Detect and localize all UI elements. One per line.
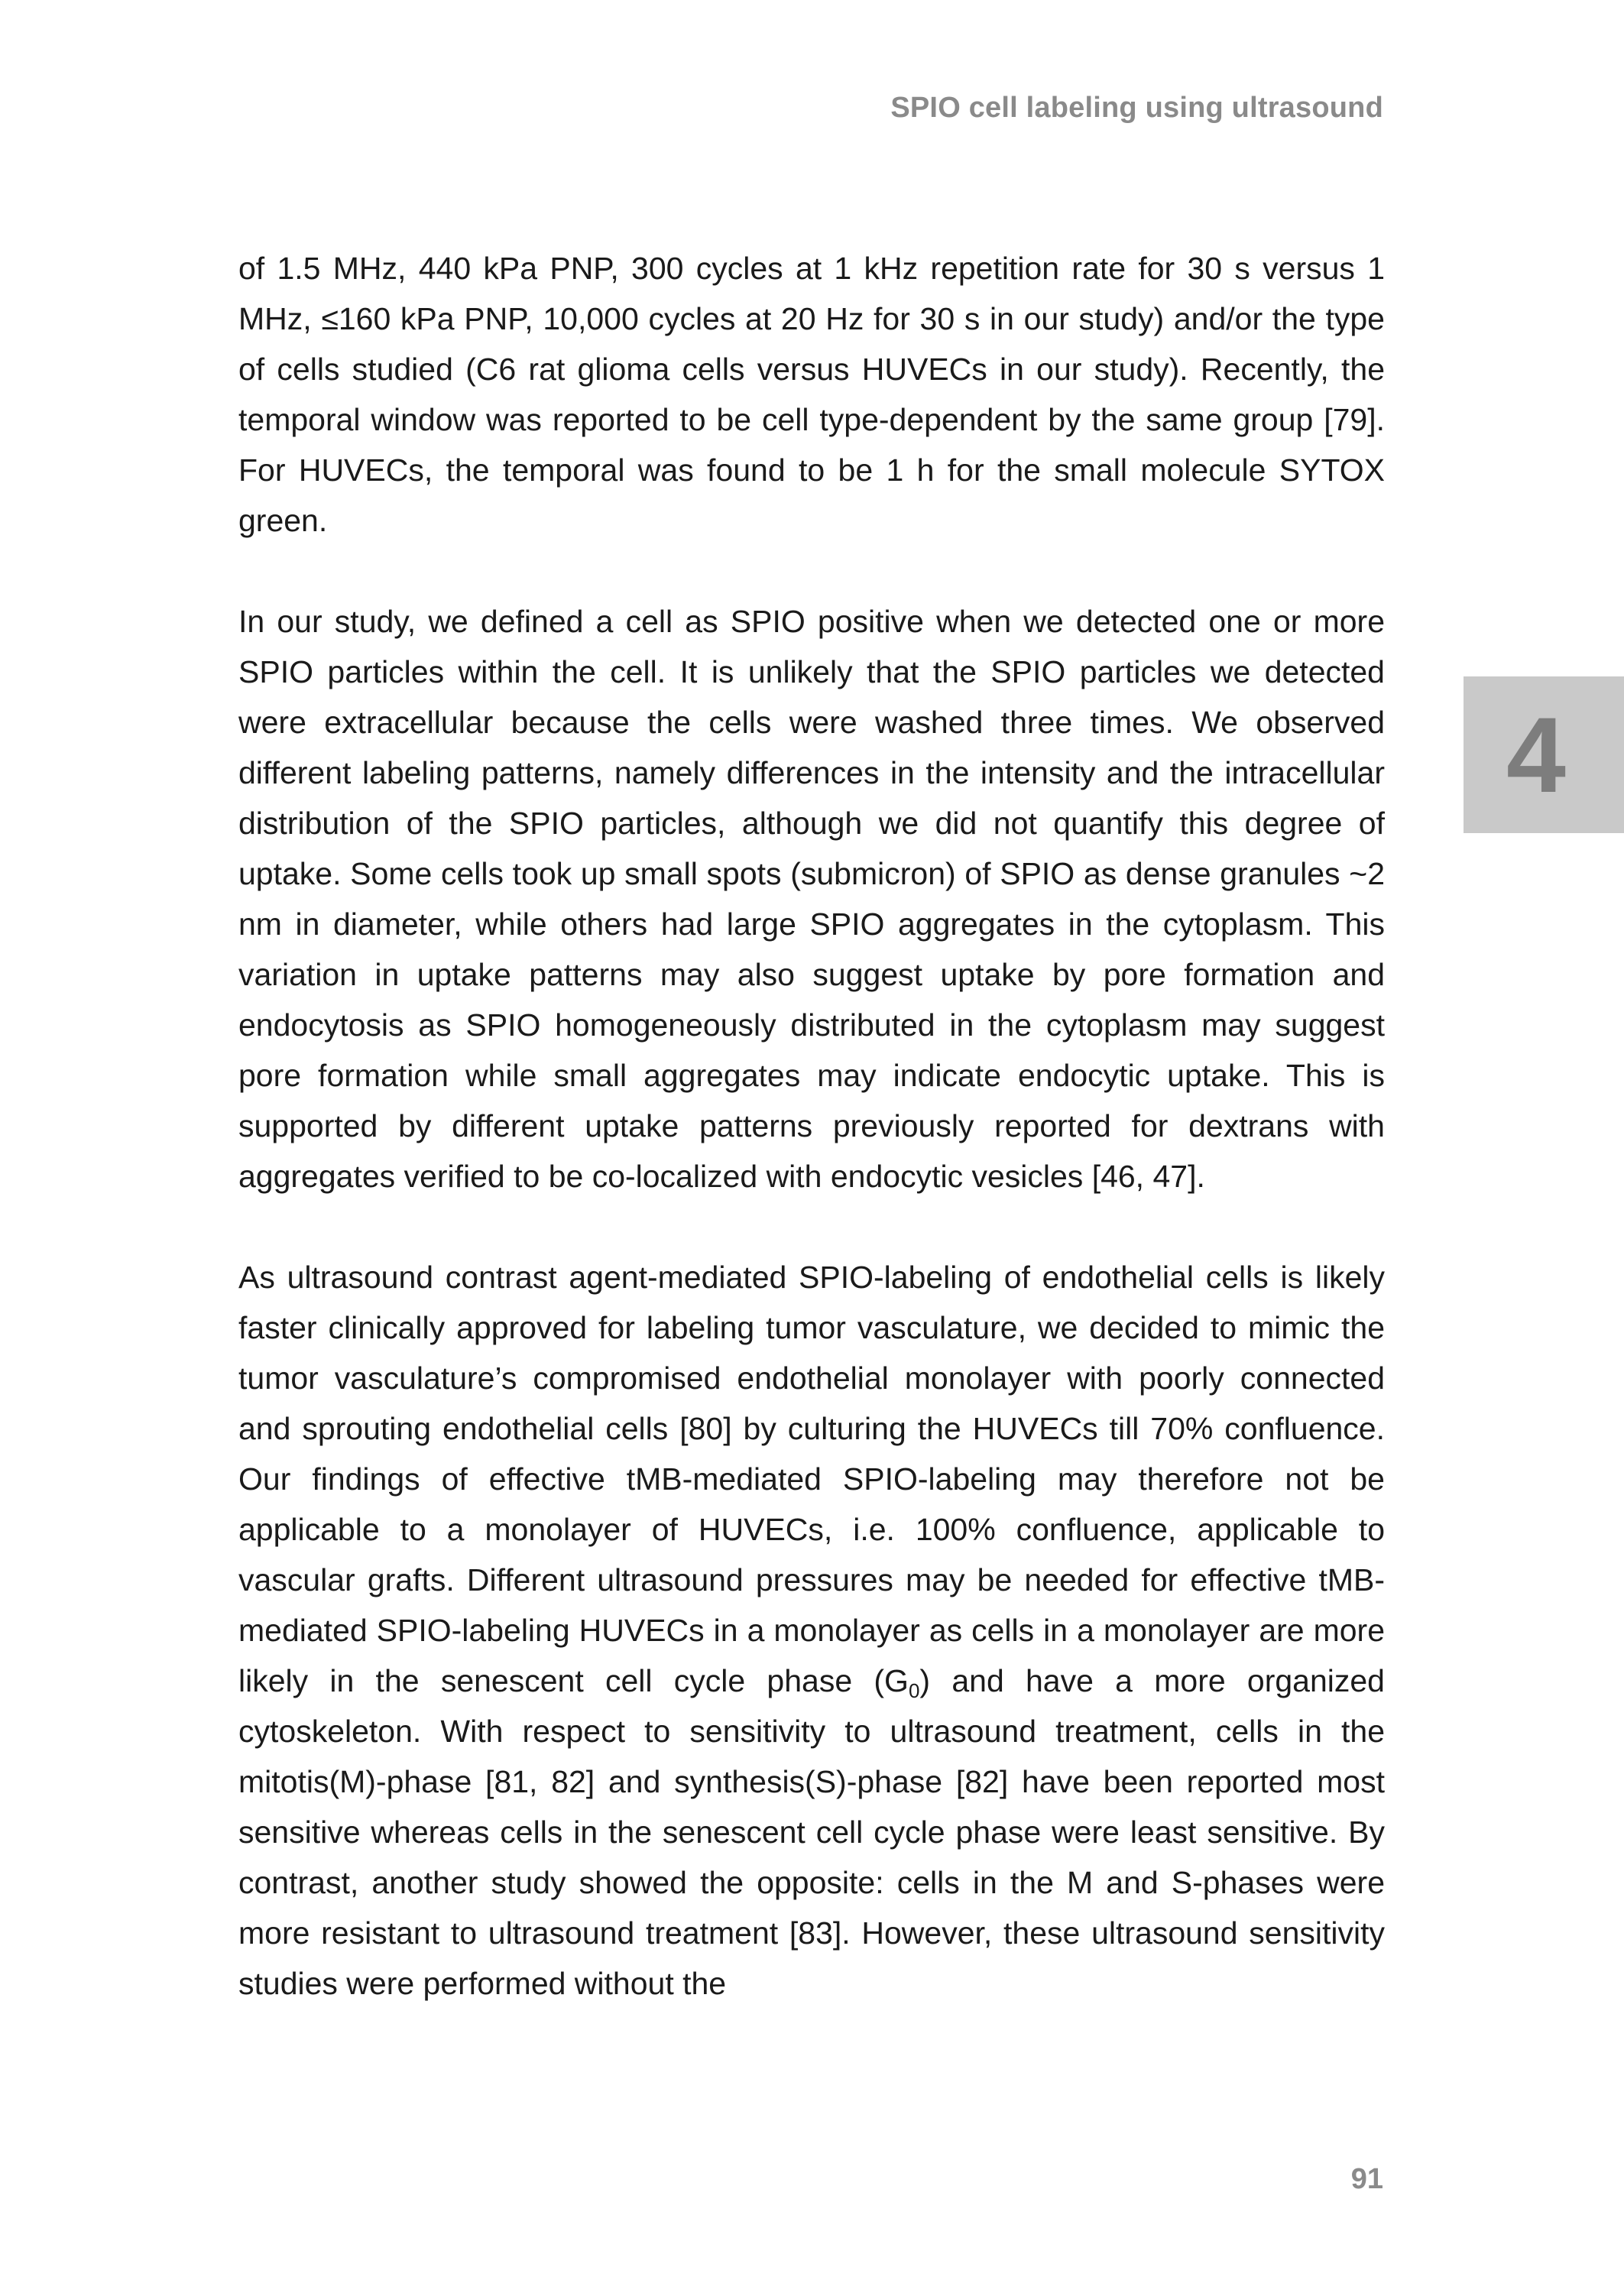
- paragraph-3: [238, 1252, 1385, 2009]
- page-number: 91: [1350, 2163, 1383, 2195]
- paragraph-1: of 1.5 MHz, 440 kPa PNP, 300 cycles at 1 kHz repetition rate for 30 s versus 1 MHz, ≤160 kPa PNP, 10,000 cycles at 20 Hz for 30 s in our study) and/or the type of cells studied (C6 rat glioma cells versus HUVECs in our study). Recently, the temporal window was reported to be cell type-dependent by the same group [79]. For HUVECs, the temporal was found to be 1 h for the small molecule SYTOX green.: [238, 251, 1385, 538]
- g0-subscript: 0: [908, 1679, 920, 1702]
- paragraph-3-text-b: ) and have a more organized cytoskeleton. With respect to sensitivity to ultrasound treatment, cells in the mitotis(M)-phase [81, 82] and synthesis(S)-phase [82] have been reported most sensitive whereas cells in the senescent cell cycle phase were least sensitive. By contrast, another study showed the opposite: cells in the M and S-phases were more resistant to ultrasound treatment [83]. However, these ultrasound sensitivity studies were performed without the: [238, 1663, 1385, 2001]
- chapter-tab: [1464, 676, 1624, 833]
- chapter-number: 4: [1506, 694, 1566, 815]
- body-text: [238, 243, 1385, 2059]
- running-header: SPIO cell labeling using ultrasound: [890, 92, 1383, 124]
- paragraph-3-text-a: As ultrasound contrast agent-mediated SPIO-labeling of endothelial cells is likely faster clinically approved for labeling tumor vasculature, we decided to mimic the tumor vasculature’s compromised endothelial monolayer with poorly connected and sprouting endothelial cells [80] by culturing the HUVECs till 70% confluence. Our findings of effective tMB-mediated SPIO-labeling may therefore not be applicable to a monolayer of HUVECs, i.e. 100% confluence, applicable to vascular grafts. Different ultrasound pressures may be needed for effective tMB-mediated SPIO-labeling HUVECs in a monolayer as cells in a monolayer are more likely in the senescent cell cycle phase (G: [238, 1260, 1385, 1698]
- paragraph-2: In our study, we defined a cell as SPIO positive when we detected one or more SPIO particles within the cell. It is unlikely that the SPIO particles we detected were extracellular because the cells were washed three times. We observed different labeling patterns, namely differences in the intensity and the intracellular distribution of the SPIO particles, although we did not quantify this degree of uptake. Some cells took up small spots (submicron) of SPIO as dense granules ~2 nm in diameter, while others had large SPIO aggregates in the cytoplasm. This variation in uptake patterns may also suggest uptake by pore formation and endocytosis as SPIO homogeneously distributed in the cytoplasm may suggest pore formation while small aggregates may indicate endocytic uptake. This is supported by different uptake patterns previously reported for dextrans with aggregates verified to be co-localized with endocytic vesicles [46, 47].: [238, 604, 1385, 1194]
